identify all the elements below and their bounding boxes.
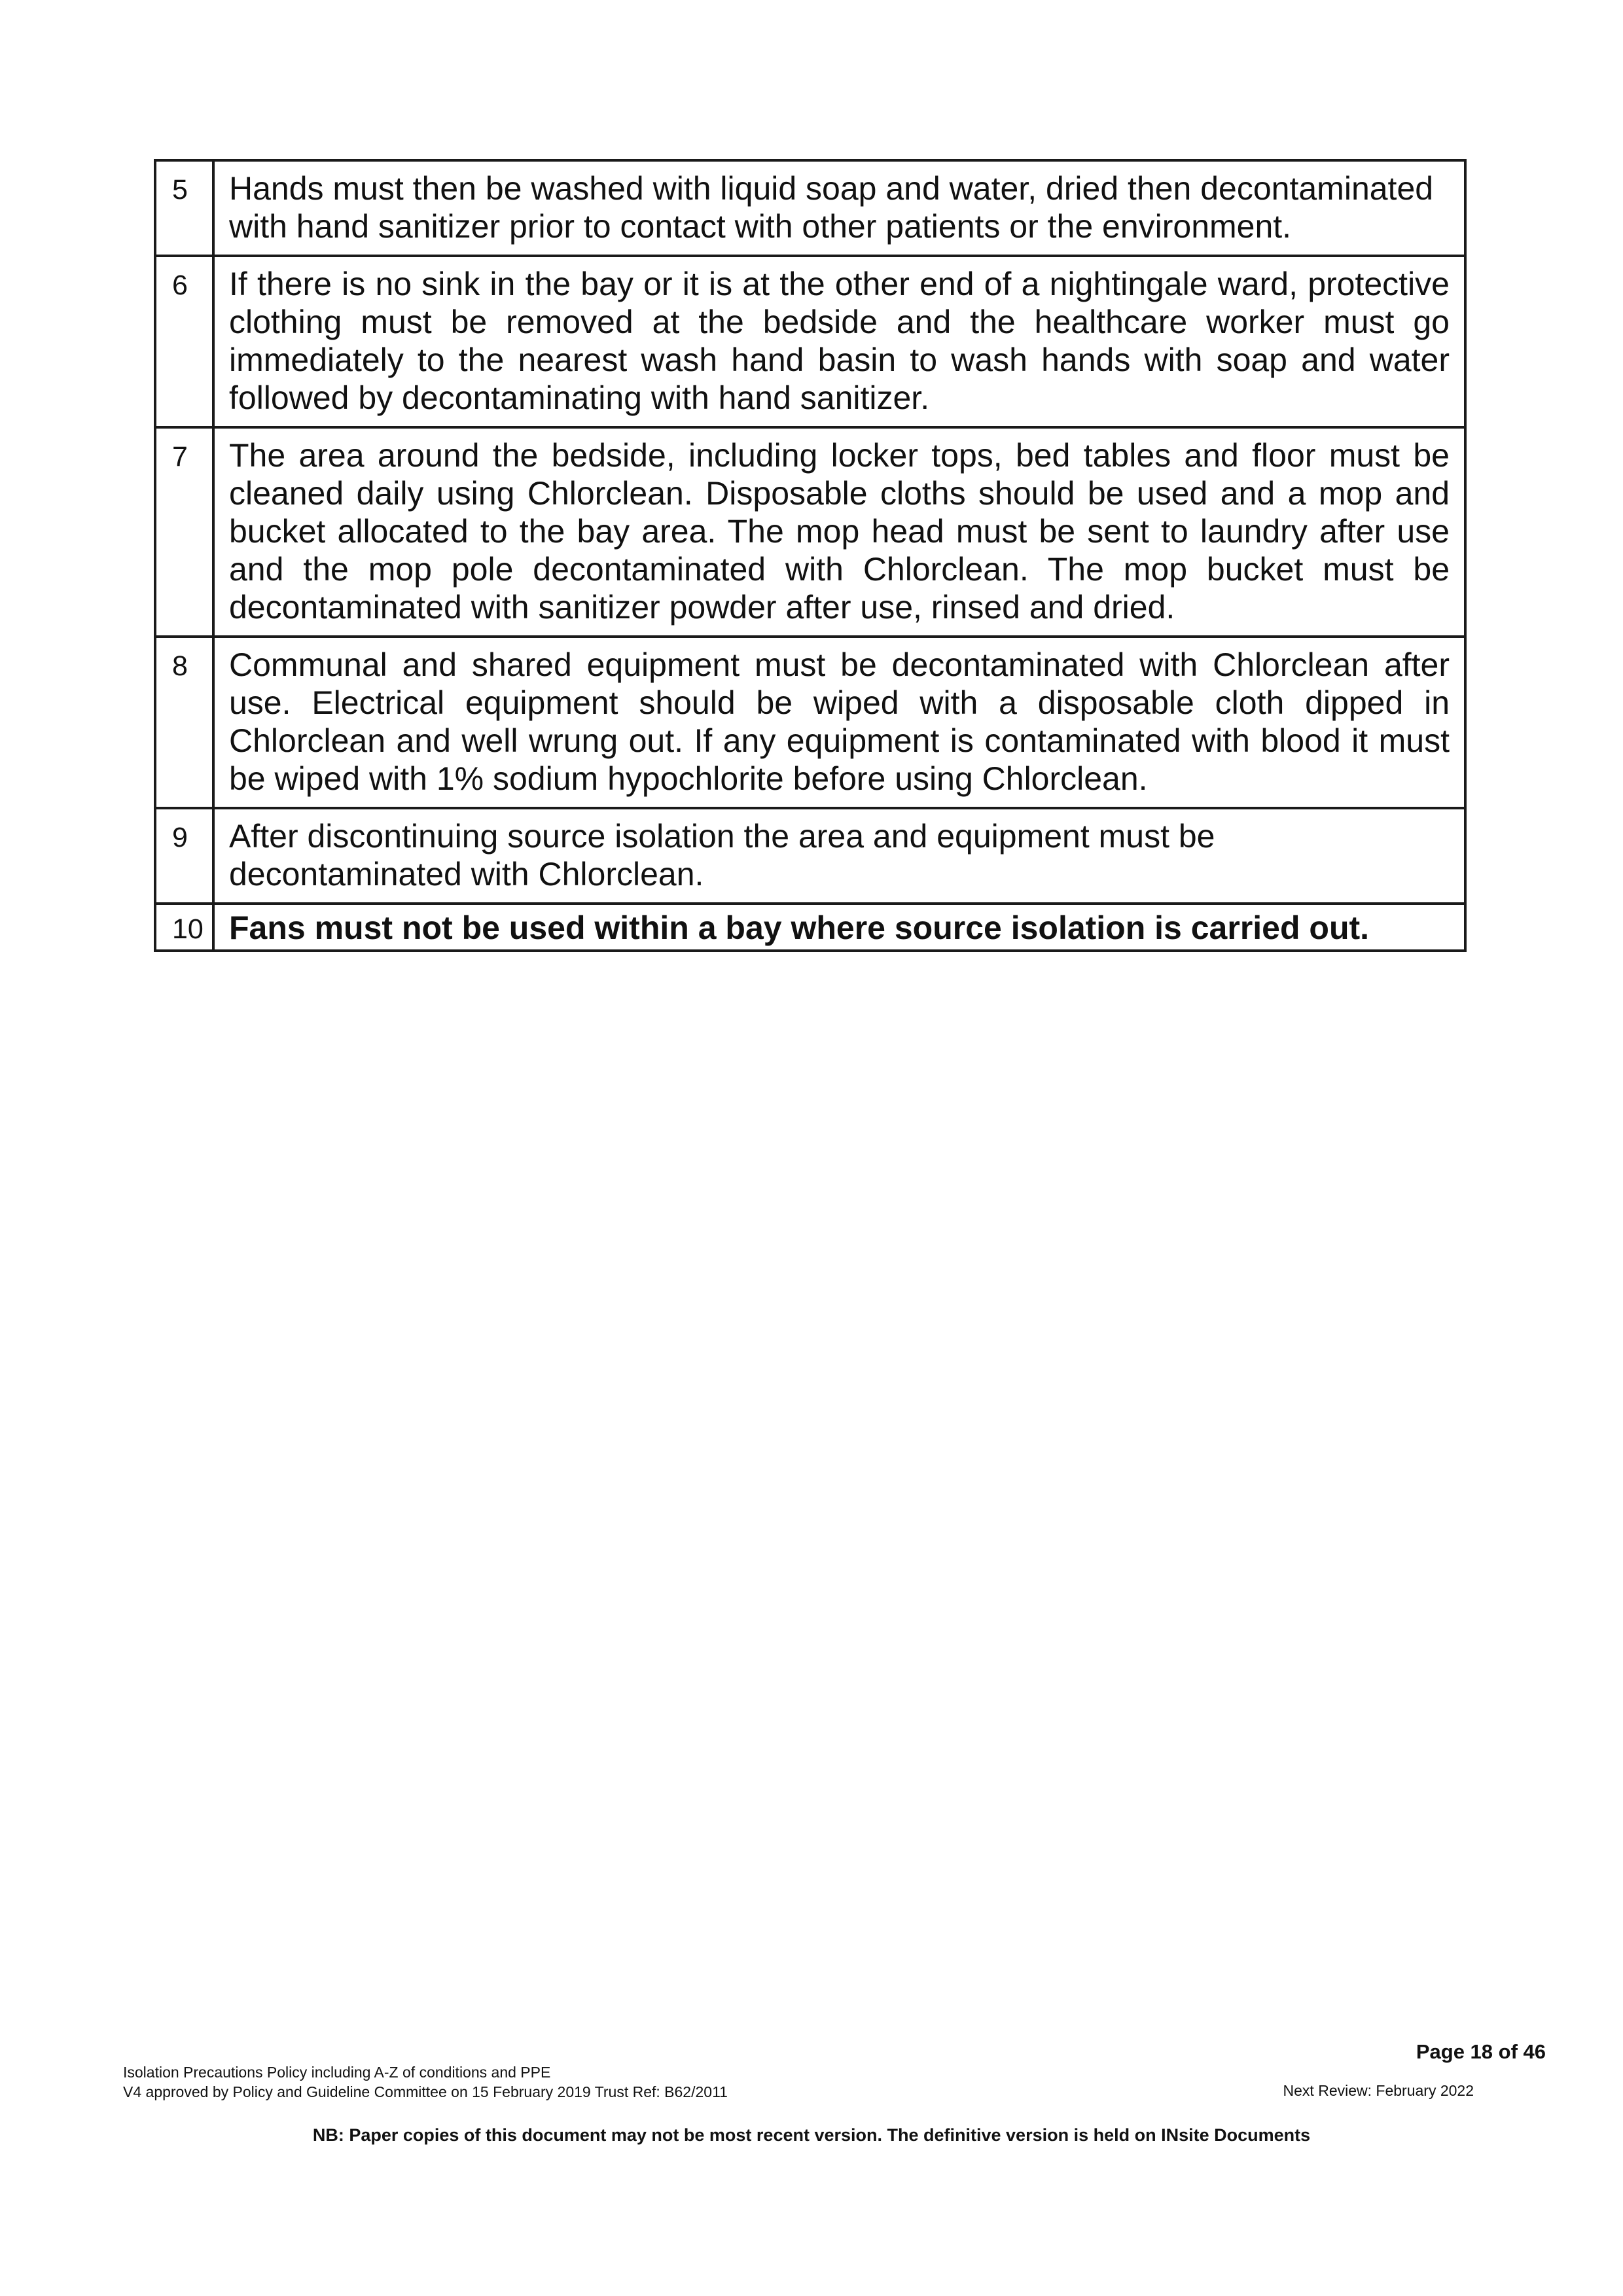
row-text: Hands must then be washed with liquid soap and water, dried then decontaminated with hand sanitizer prior to contact with other patients or the environment. [213, 160, 1465, 256]
page-number: Page 18 of 46 [1416, 2040, 1546, 2063]
row-text-bold: Fans must not be used within a bay where source isolation is carried out. [213, 904, 1465, 951]
footer-document-info [123, 2062, 728, 2102]
row-number: 9 [155, 808, 213, 904]
footer-doc-title: Isolation Precautions Policy including A-Z of conditions and PPE [123, 2064, 551, 2081]
table-row [155, 637, 1465, 808]
policy-table [154, 159, 1467, 952]
row-text: After discontinuing source isolation the area and equipment must be decontaminated with Chlorclean. [213, 808, 1465, 904]
row-text: The area around the bedside, including locker tops, bed tables and floor must be cleaned daily using Chlorclean. Disposable cloths should be used and a mop and bucket allocated to the bay area. The mop head must be sent to laundry after use and the mop pole decontaminated with Chlorclean. The mop bucket must be decontaminated with sanitizer powder after use, rinsed and dried. [213, 427, 1465, 637]
table-row [155, 904, 1465, 951]
row-number: 6 [155, 256, 213, 427]
row-number: 5 [155, 160, 213, 256]
row-number: 10 [155, 904, 213, 951]
table-row [155, 256, 1465, 427]
footer-approval: V4 approved by Policy and Guideline Committee on 15 February 2019 Trust Ref: B62/2011 [123, 2083, 728, 2100]
footer-disclaimer: NB: Paper copies of this document may not be most recent version. The definitive version is held on INsite Documents [312, 2125, 1311, 2145]
table-row [155, 160, 1465, 256]
row-number: 8 [155, 637, 213, 808]
row-number: 7 [155, 427, 213, 637]
row-text: If there is no sink in the bay or it is at the other end of a nightingale ward, protective clothing must be removed at the bedside and the healthcare worker must go immediately to the nearest wash hand basin to wash hands with soap and water followed by decontaminating with hand sanitizer. [213, 256, 1465, 427]
table-row [155, 808, 1465, 904]
footer-next-review: Next Review: February 2022 [1283, 2082, 1474, 2099]
table-row [155, 427, 1465, 637]
row-text: Communal and shared equipment must be decontaminated with Chlorclean after use. Electrical equipment should be wiped with a disposable cloth dipped in Chlorclean and well wrung out. If any equipment is contaminated with blood it must be wiped with 1% sodium hypochlorite before using Chlorclean. [213, 637, 1465, 808]
